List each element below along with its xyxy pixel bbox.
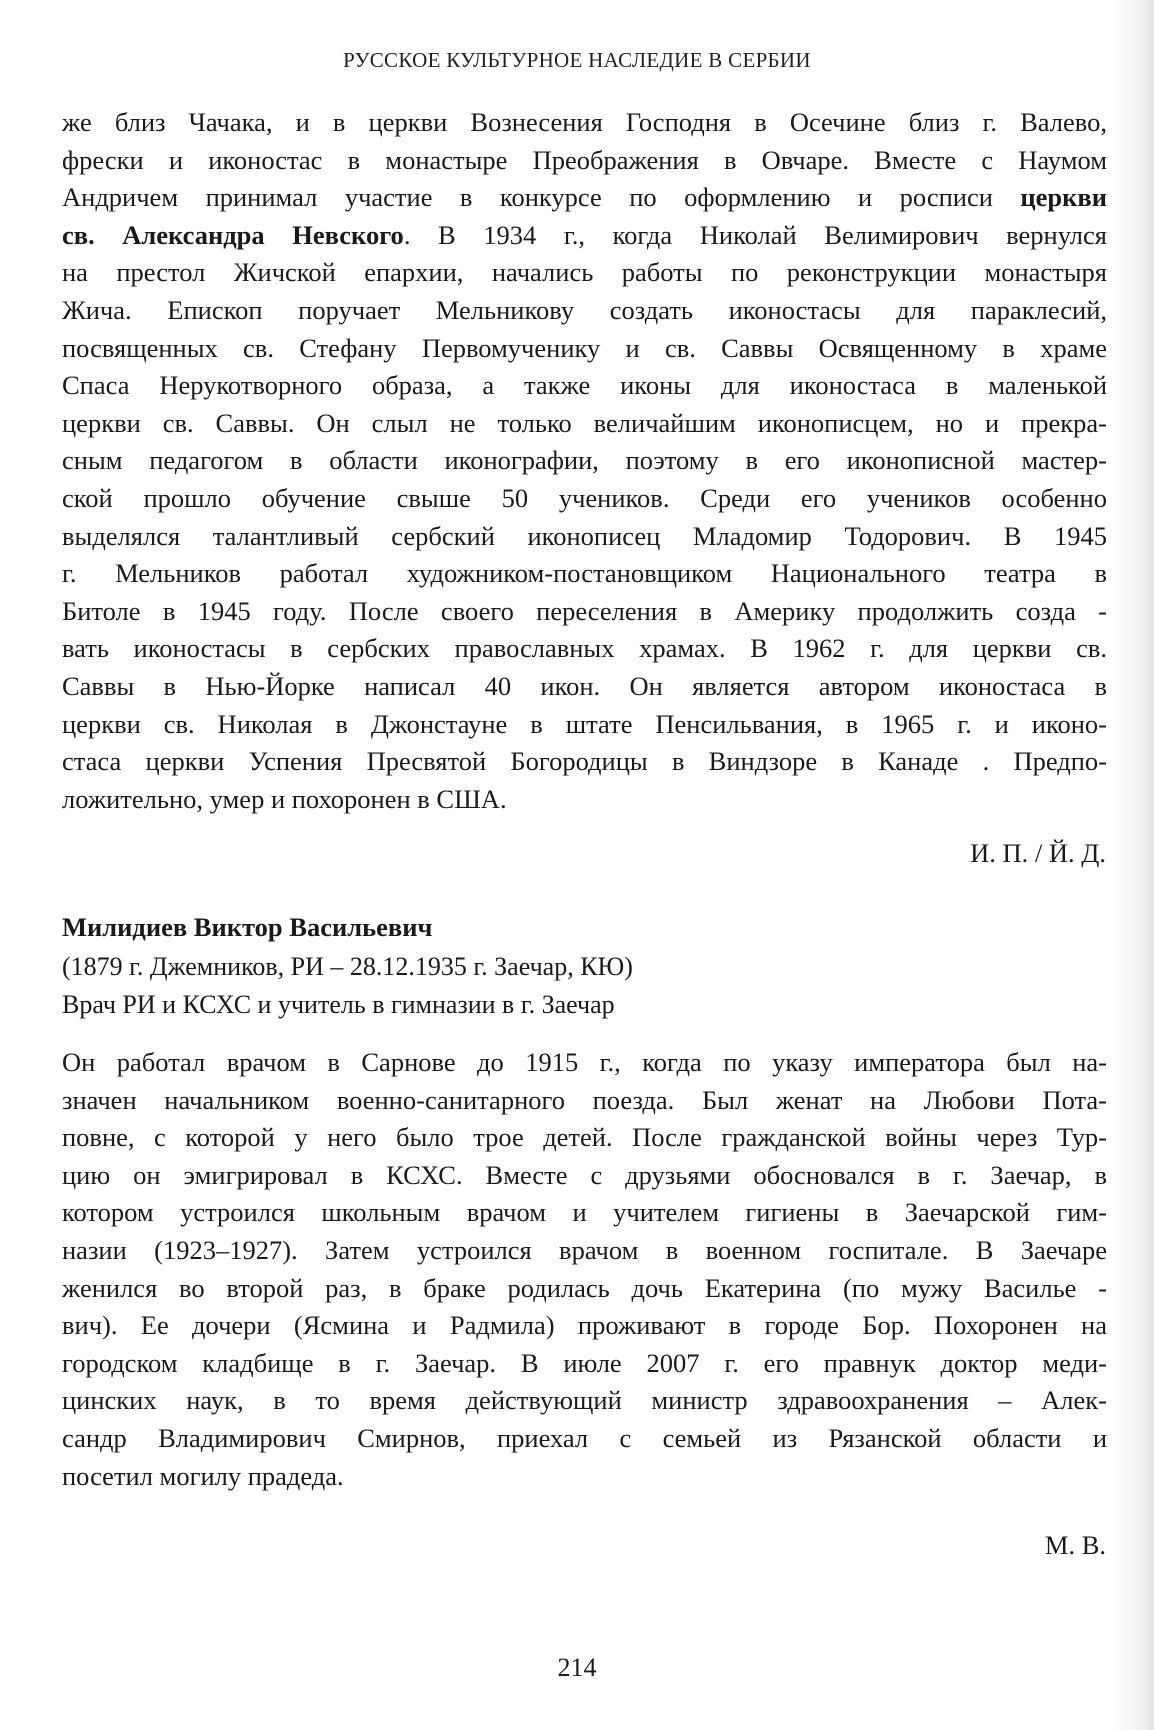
entry1-line: на престол Жичской епархии, начались работы по реконструкции монастыря <box>62 257 1107 288</box>
entry2-line: посетил могилу прадеда. <box>62 1460 344 1491</box>
page-edge-shadow <box>1114 0 1154 1730</box>
running-header: РУССКОЕ КУЛЬТУРНОЕ НАСЛЕДИЕ В СЕРБИИ <box>343 48 811 72</box>
entry1-line: церкви св. Николая в Джонстауне в штате Пенсильвания, в 1965 г. и иконо- <box>62 708 1107 739</box>
bold-text: св. Александра Невского <box>62 219 404 250</box>
entry2-line: городском кладбище в г. Заечар. В июле 2007 г. его правнук доктор меди- <box>62 1347 1107 1378</box>
page-number: 214 <box>557 1653 597 1682</box>
entry2-line: значен начальником военно-санитарного поезда. Был женат на Любови Пота- <box>62 1084 1107 1115</box>
entry2-line: назии (1923–1927). Затем устроился врачом в военном госпитале. В Заечаре <box>62 1234 1107 1265</box>
entry1-line: посвященных св. Стефану Первомученику и св. Саввы Освященному в храме <box>62 332 1107 363</box>
entry2-line: цинских наук, в то время действующий министр здравоохранения – Алек- <box>62 1385 1107 1416</box>
entry-role: Врач РИ и КСХС и учитель в гимназии в г. Заечар <box>62 990 615 1019</box>
entry1-line: фрески и иконостас в монастыре Преображения в Овчаре. Вместе с Наумом <box>62 144 1107 175</box>
entry1-line: церкви св. Саввы. Он слыл не только величайшим иконописцем, но и прекра- <box>62 407 1107 438</box>
entry2-line: Он работал врачом в Сарнове до 1915 г., когда по указу императора был на- <box>62 1047 1107 1077</box>
entry2-body <box>62 1044 1107 1495</box>
entry1-line: сным педагогом в области иконографии, поэтому в его иконописной мастер- <box>62 445 1107 476</box>
entry1-line: Спаса Нерукотворного образа, а также иконы для иконостаса в маленькой <box>62 370 1107 401</box>
entry1-line: выделялся талантливый сербский иконописец Младомир Тодорович. В 1945 <box>62 520 1107 551</box>
entry-dates: (1879 г. Джемников, РИ – 28.12.1935 г. Заечар, КЮ) <box>62 952 633 981</box>
entry1-line: ской прошло обучение свыше 50 учеников. Среди его учеников особенно <box>62 482 1107 513</box>
entry1-line: ложительно, умер и похоронен в США. <box>62 783 507 814</box>
entry2-line: повне, с которой у него было трое детей. После гражданской войны через Тур- <box>62 1122 1107 1153</box>
entry1-line: стаса церкви Успения Пресвятой Богородицы в Виндзоре в Канаде . Предпо- <box>62 746 1107 777</box>
entry2-signature: М. В. <box>1044 1530 1106 1560</box>
entry1-line: св. Александра Невского. В 1934 г., когда Николай Велимирович вернулся <box>62 219 1107 250</box>
entry1-signature: И. П. / Й. Д. <box>970 838 1106 868</box>
entry1-line: Жича. Епископ поручает Мельникову создать иконостасы для параклесий, <box>62 294 1107 325</box>
entry1-line: же близ Чачака, и в церкви Вознесения Господня в Осечине близ г. Валево, <box>62 107 1107 137</box>
entry2-line: котором устроился школьным врачом и учителем гигиены в Заечарской гим- <box>62 1197 1107 1228</box>
entry2-line: сандр Владимирович Смирнов, приехал с семьей из Рязанской области и <box>62 1422 1107 1453</box>
entry1-line: вать иконостасы в сербских православных храмах. В 1962 г. для церкви св. <box>62 633 1107 664</box>
entry2-line: вич). Ее дочери (Ясмина и Радмила) проживают в городе Бор. Похоронен на <box>62 1310 1107 1341</box>
entry1-line: Андричем принимал участие в конкурсе по оформлению и росписи церкви <box>62 182 1108 213</box>
entry1-line: Битоле в 1945 году. После своего переселения в Америку продолжить созда - <box>62 595 1107 626</box>
bold-text: церкви <box>1020 182 1108 213</box>
entry2-line: цию он эмигрировал в КСХС. Вместе с друзьями обосновался в г. Заечар, в <box>62 1159 1107 1190</box>
entry2-line: женился во второй раз, в браке родилась дочь Екатерина (по мужу Василье - <box>62 1272 1107 1303</box>
entry1-line: г. Мельников работал художником-постановщиком Национального театра в <box>62 558 1107 589</box>
entry1-body <box>62 104 1107 818</box>
entry-title: Милидиев Виктор Васильевич <box>62 912 433 942</box>
entry1-line: Саввы в Нью-Йорке написал 40 икон. Он является автором иконостаса в <box>62 670 1107 701</box>
